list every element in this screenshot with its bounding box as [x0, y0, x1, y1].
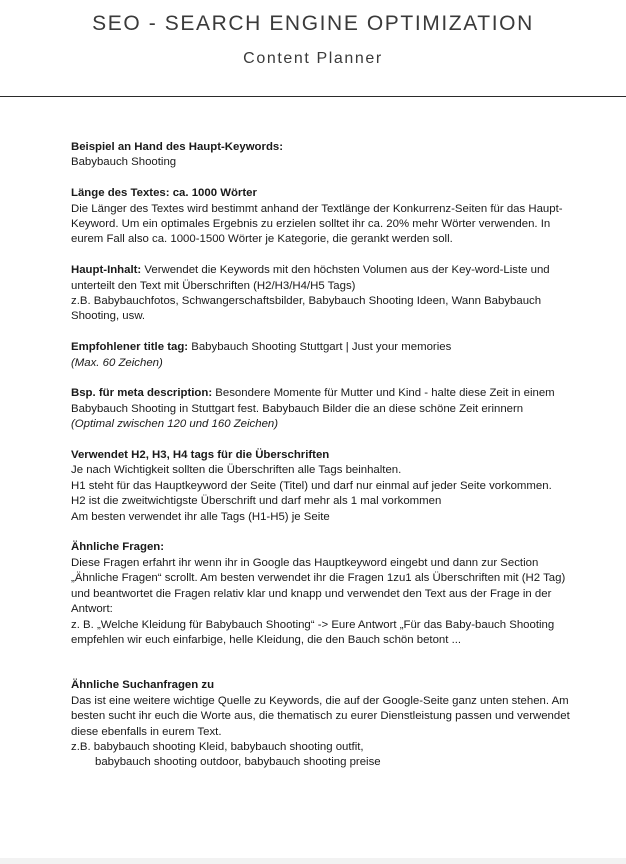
similar-questions-heading: Ähnliche Fragen:	[71, 541, 165, 554]
length-body: Die Länger des Textes wird bestimmt anhand der Textlänge der Konkurrenz-Seiten für das Haupt-Keyword. Um ein optimales Ergebnis zu erzielen solltet ihr ca. 20% mehr Wörter verwenden. In eurem Fall also ca. 1000-1500 Wörter je Kategorie, die gerankt werden soll.	[71, 202, 563, 246]
section-heading-tags	[71, 448, 571, 525]
meta-value: Besondere Momente für Mutter und Kind - halte diese Zeit in einem Babybauch Shooting in Stuttgart fest. Babybauch Bilder die an diese schöne Zeit erinnern	[71, 387, 555, 415]
section-length	[71, 186, 571, 248]
heading-tags-line2: H1 steht für das Hauptkeyword der Seite (Titel) und darf nur einmal auf jeder Seite vorkommen.	[71, 479, 552, 492]
section-title-tag	[71, 340, 571, 371]
section-similar-questions	[71, 540, 571, 648]
section-main-content	[71, 263, 571, 325]
section-meta-description	[71, 386, 571, 432]
section-example	[71, 140, 571, 171]
main-content-paragraph	[71, 263, 571, 294]
similar-questions-body: Diese Fragen erfahrt ihr wenn ihr in Google das Hauptkeyword eingebt und dann zur Section „Ähnliche Fragen“ scrollt. Am besten verwendet ihr die Fragen 1zu1 als Überschriften mit (H2 Tag) und beantwortet die Fragen relativ klar und knapp und verwendet den Text aus der Frage in der Antwort:	[71, 556, 566, 616]
page-title: SEO - SEARCH ENGINE OPTIMIZATION	[92, 12, 534, 35]
example-heading: Beispiel an Hand des Haupt-Keywords:	[71, 141, 284, 153]
page-header	[0, 0, 626, 97]
meta-note: (Optimal zwischen 120 und 160 Zeichen)	[71, 418, 279, 431]
similar-searches-examples-2: babybauch shooting outdoor, babybauch shooting preise	[95, 756, 381, 769]
length-heading: Länge des Textes: ca. 1000 Wörter	[71, 187, 257, 200]
similar-questions-example: z. B. „Welche Kleidung für Babybauch Shooting“ -> Eure Antwort „Für das Baby-bauch Shooting empfehlen wir euch einfarbige, helle Kleidung, die den Bauch schön betont ...	[71, 618, 555, 646]
meta-paragraph	[71, 386, 571, 417]
title-tag-paragraph	[71, 340, 571, 355]
page-bottom-edge	[0, 858, 626, 864]
heading-tags-heading: Verwendet H2, H3, H4 tags für die Überschriften	[71, 449, 330, 462]
heading-tags-line3: H2 ist die zweitwichtigste Überschrift und darf mehr als 1 mal vorkommen	[71, 495, 442, 508]
similar-searches-heading: Ähnliche Suchanfragen zu	[71, 679, 215, 692]
main-content-examples: z.B. Babybauchfotos, Schwangerschaftsbilder, Babybauch Shooting Ideen, Wann Babybauch Shooting, usw.	[71, 295, 542, 323]
page-subtitle: Content Planner	[243, 50, 383, 67]
heading-tags-line1: Je nach Wichtigkeit sollten die Überschriften alle Tags beinhalten.	[71, 464, 402, 477]
title-tag-note: (Max. 60 Zeichen)	[71, 356, 163, 369]
heading-tags-line4: Am besten verwendet ihr alle Tags (H1-H5) je Seite	[71, 510, 330, 523]
section-similar-searches	[71, 678, 571, 770]
main-content-label: Haupt-Inhalt:	[71, 264, 142, 277]
content-body	[71, 140, 571, 771]
main-content-body: Verwendet die Keywords mit den höchsten Volumen aus der Key-word-Liste und unterteilt den Text mit Überschriften (H2/H3/H4/H5 Tags)	[71, 264, 550, 292]
meta-label: Bsp. für meta description:	[71, 387, 213, 400]
title-tag-label: Empfohlener title tag:	[71, 341, 189, 354]
title-tag-value: Babybauch Shooting Stuttgart | Just your memories	[188, 341, 452, 354]
similar-searches-body: Das ist eine weitere wichtige Quelle zu Keywords, die auf der Google-Seite ganz unten stehen. Am besten sucht ihr euch die Worte aus, die thematisch zu eurer Dienstleistung passen und verwendet diese ebenfalls in eurem Text.	[71, 694, 570, 738]
example-keyword: Babybauch Shooting	[71, 156, 177, 169]
similar-searches-examples-1: z.B. babybauch shooting Kleid, babybauch shooting outfit,	[71, 740, 364, 753]
